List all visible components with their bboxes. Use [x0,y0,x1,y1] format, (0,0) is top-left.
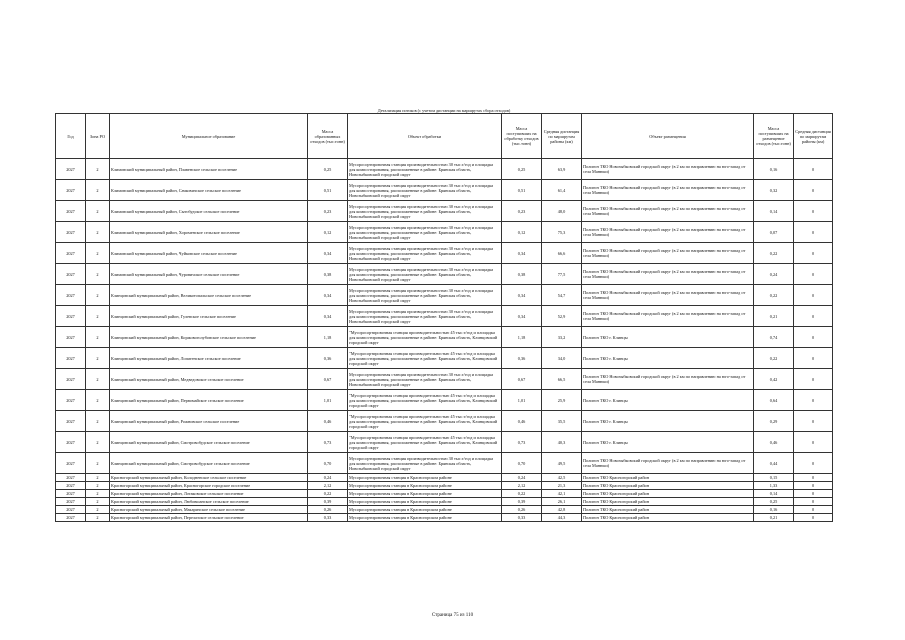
mass-disposed-cell: 0,14 [754,201,794,222]
processing-object-cell: Мусоросортировочная станция производительностью 30 тыс.т/год и площадка для компостирования, расположенные в районе: Брянская область, Новозыбковский городской округ [348,306,502,327]
distance-cell: 42,5 [542,474,582,482]
mass-disposed-cell: 0,22 [754,285,794,306]
processing-object-cell: Мусоросортировочная станция производительностью 30 тыс.т/год и площадка для компостирования, расположенные в районе: Брянская область, Новозыбковский городской округ [348,222,502,243]
mass-processed-cell: 0,51 [502,180,542,201]
distance-2-cell: 0 [794,453,833,474]
year-cell: 2027 [56,222,86,243]
mass-disposed-cell: 0,16 [754,506,794,514]
disposal-object-cell: Полигон ТКО г. Клинцы [582,390,754,411]
municipality-cell: Клинцовский муниципальный район, Рожновское сельское поселение [110,411,308,432]
mass-processed-cell: 0,38 [502,264,542,285]
mass-processed-cell: 0,22 [502,490,542,498]
mass-generated-cell: 0,26 [308,506,348,514]
mass-disposed-cell: 0,21 [754,306,794,327]
table-row [56,285,833,306]
distance-2-cell: 0 [794,432,833,453]
mass-disposed-cell: 0,64 [754,390,794,411]
mass-processed-cell: 0,70 [502,453,542,474]
processing-object-cell: Мусоросортировочная станция производительностью 30 тыс.т/год и площадка для компостирования, расположенные в районе: Брянская область, Новозыбковский городской округ [348,264,502,285]
mass-disposed-cell: 0,21 [754,514,794,522]
disposal-object-cell: Полигон ТКО Новозыбковский городской округ (в 2 км по направлению на юго-запад от села Манюки) [582,306,754,327]
mass-processed-cell: 0,24 [502,474,542,482]
mass-processed-cell: 0,26 [502,506,542,514]
mass-processed-cell: 0,39 [502,498,542,506]
disposal-object-cell: Полигон ТКО Красногорский район [582,490,754,498]
year-cell: 2027 [56,474,86,482]
mass-generated-cell: 0,33 [308,514,348,522]
mass-disposed-cell: 0,22 [754,348,794,369]
distance-cell: 52,9 [542,306,582,327]
distance-2-cell: 0 [794,411,833,432]
table-row [56,490,833,498]
table-row [56,348,833,369]
year-cell: 2027 [56,432,86,453]
flows-table [55,107,833,522]
processing-object-cell: Мусоросортировочная станция производительностью 30 тыс.т/год и площадка для компостирования, расположенные в районе: Брянская область, Новозыбковский городской округ [348,201,502,222]
distance-2-cell: 0 [794,348,833,369]
municipality-cell: Клинцовский муниципальный район, Великотопальское сельское поселение [110,285,308,306]
data-sheet [55,107,832,522]
year-cell: 2027 [56,453,86,474]
processing-object-cell: "Мусоросортировочная станция производительностью 45 тыс.т/год и площадка для компостирования, расположенные в районе: Брянская область, Клинцовский городской округ [348,390,502,411]
mass-disposed-cell: 0,42 [754,369,794,390]
page-footer: Страница 75 из 110 [431,613,474,618]
distance-2-cell: 0 [794,243,833,264]
disposal-object-cell: Полигон ТКО Новозыбковский городской округ (в 2 км по направлению на юго-запад от села Манюки) [582,222,754,243]
processing-object-cell: Мусоросортировочная станция в Красногорском районе [348,474,502,482]
col-header-municipality: Муниципальное образование [110,114,308,159]
mass-generated-cell: 1,18 [308,327,348,348]
mass-processed-cell: 0,73 [502,432,542,453]
disposal-object-cell: Полигон ТКО Новозыбковский городской округ (в 2 км по направлению на юго-запад от села Манюки) [582,159,754,180]
mass-generated-cell: 0,34 [308,243,348,264]
zone-cell: 2 [86,453,110,474]
col-header-processing-object: Объект обработки [348,114,502,159]
distance-2-cell: 0 [794,306,833,327]
zone-cell: 2 [86,264,110,285]
table-row [56,369,833,390]
municipality-cell: Климовский муниципальный район, Хороменское сельское поселение [110,222,308,243]
zone-cell: 2 [86,514,110,522]
distance-cell: 33,2 [542,327,582,348]
processing-object-cell: Мусоросортировочная станция в Красногорском районе [348,506,502,514]
mass-processed-cell: 0,33 [502,514,542,522]
zone-cell: 2 [86,411,110,432]
year-cell: 2027 [56,482,86,490]
municipality-cell: Красногорский муниципальный район, Лотаковское сельское поселение [110,490,308,498]
distance-2-cell: 0 [794,514,833,522]
processing-object-cell: Мусоросортировочная станция в Красногорском районе [348,482,502,490]
mass-processed-cell: 1,01 [502,390,542,411]
zone-cell: 2 [86,201,110,222]
mass-processed-cell: 0,23 [502,201,542,222]
distance-cell: 48,0 [542,201,582,222]
disposal-object-cell: Полигон ТКО Новозыбковский городской округ (в 2 км по направлению на юго-запад от села Манюки) [582,453,754,474]
col-header-distance: Средняя дистанция по маршрутам районы (км) [542,114,582,159]
mass-generated-cell: 0,67 [308,369,348,390]
municipality-cell: Климовский муниципальный район, Сытобудское сельское поселение [110,201,308,222]
disposal-object-cell: Полигон ТКО Красногорский район [582,498,754,506]
distance-cell: 26,1 [542,498,582,506]
mass-generated-cell: 0,70 [308,453,348,474]
mass-disposed-cell: 0,29 [754,411,794,432]
year-cell: 2027 [56,201,86,222]
col-header-mass-generated: Масса образованных отходов (тыс.тонн) [308,114,348,159]
year-cell: 2027 [56,506,86,514]
table-row [56,201,833,222]
mass-generated-cell: 0,39 [308,498,348,506]
distance-2-cell: 0 [794,264,833,285]
processing-object-cell: Мусоросортировочная станция производительностью 30 тыс.т/год и площадка для компостирования, расположенные в районе: Брянская область, Новозыбковский городской округ [348,159,502,180]
distance-cell: 40,3 [542,432,582,453]
mass-processed-cell: 0,46 [502,411,542,432]
mass-processed-cell: 2,12 [502,482,542,490]
distance-2-cell: 0 [794,285,833,306]
processing-object-cell: "Мусоросортировочная станция производительностью 45 тыс.т/год и площадка для компостирования, расположенные в районе: Брянская область, Клинцовский городской округ [348,432,502,453]
table-row [56,264,833,285]
table-row [56,474,833,482]
disposal-object-cell: Полигон ТКО г. Клинцы [582,432,754,453]
municipality-cell: Клинцовский муниципальный район, Коржовоголубовское сельское поселение [110,327,308,348]
processing-object-cell: Мусоросортировочная станция производительностью 30 тыс.т/год и площадка для компостирования, расположенные в районе: Брянская область, Новозыбковский городской округ [348,180,502,201]
processing-object-cell: Мусоросортировочная станция в Красногорском районе [348,498,502,506]
processing-object-cell: "Мусоросортировочная станция производительностью 45 тыс.т/год и площадка для компостирования, расположенные в районе: Брянская область, Клинцовский городской округ [348,411,502,432]
mass-processed-cell: 0,34 [502,306,542,327]
table-caption: Детализация потоков (с учетом дистанции на маршрутах сбора отходов) [56,107,833,114]
disposal-object-cell: Полигон ТКО Красногорский район [582,506,754,514]
mass-disposed-cell: 0,16 [754,159,794,180]
table-row [56,498,833,506]
distance-cell: 21,3 [542,482,582,490]
distance-cell: 44,3 [542,514,582,522]
distance-cell: 75,3 [542,222,582,243]
distance-2-cell: 0 [794,506,833,514]
zone-cell: 2 [86,369,110,390]
col-header-mass-processed: Масса поступивших на обработку отходов (тыс.тонн) [502,114,542,159]
col-header-distance-2: Средняя дистанция по маршрутам районы (км) [794,114,833,159]
distance-cell: 61,4 [542,180,582,201]
disposal-object-cell: Полигон ТКО Новозыбковский городской округ (в 2 км по направлению на юго-запад от села Манюки) [582,369,754,390]
col-header-zone: Зона РО [86,114,110,159]
mass-generated-cell: 0,25 [308,159,348,180]
distance-cell: 35,5 [542,411,582,432]
mass-processed-cell: 0,25 [502,159,542,180]
year-cell: 2027 [56,306,86,327]
zone-cell: 2 [86,243,110,264]
distance-cell: 49,5 [542,453,582,474]
processing-object-cell: "Мусоросортировочная станция производительностью 45 тыс.т/год и площадка для компостирования, расположенные в районе: Брянская область, Клинцовский городской округ [348,348,502,369]
distance-2-cell: 0 [794,201,833,222]
mass-processed-cell: 0,34 [502,243,542,264]
table-row [56,453,833,474]
mass-generated-cell: 0,51 [308,180,348,201]
table-row [56,432,833,453]
zone-cell: 2 [86,498,110,506]
zone-cell: 2 [86,390,110,411]
disposal-object-cell: Полигон ТКО Новозыбковский городской округ (в 2 км по направлению на юго-запад от села Манюки) [582,180,754,201]
zone-cell: 2 [86,474,110,482]
mass-generated-cell: 0,36 [308,348,348,369]
zone-cell: 2 [86,327,110,348]
year-cell: 2027 [56,159,86,180]
disposal-object-cell: Полигон ТКО г. Клинцы [582,348,754,369]
zone-cell: 2 [86,180,110,201]
distance-cell: 77,5 [542,264,582,285]
mass-disposed-cell: 0,44 [754,453,794,474]
mass-generated-cell: 0,34 [308,306,348,327]
mass-disposed-cell: 0,25 [754,498,794,506]
table-row [56,390,833,411]
mass-disposed-cell: 0,07 [754,222,794,243]
table-row [56,222,833,243]
zone-cell: 2 [86,222,110,243]
year-cell: 2027 [56,490,86,498]
year-cell: 2027 [56,390,86,411]
mass-disposed-cell: 0,14 [754,490,794,498]
table-row [56,180,833,201]
year-cell: 2027 [56,264,86,285]
mass-disposed-cell: 0,15 [754,474,794,482]
table-row [56,243,833,264]
processing-object-cell: Мусоросортировочная станция производительностью 30 тыс.т/год и площадка для компостирования, расположенные в районе: Брянская область, Новозыбковский городской округ [348,285,502,306]
distance-2-cell: 0 [794,159,833,180]
mass-disposed-cell: 0,24 [754,264,794,285]
municipality-cell: Красногорский муниципальный район, Перелазское сельское поселение [110,514,308,522]
distance-2-cell: 0 [794,498,833,506]
distance-cell: 42,1 [542,490,582,498]
zone-cell: 2 [86,306,110,327]
mass-generated-cell: 0,34 [308,285,348,306]
table-row [56,411,833,432]
year-cell: 2027 [56,285,86,306]
mass-generated-cell: 2,12 [308,482,348,490]
disposal-object-cell: Полигон ТКО г. Клинцы [582,411,754,432]
distance-2-cell: 0 [794,369,833,390]
year-cell: 2027 [56,498,86,506]
distance-cell: 34,0 [542,348,582,369]
municipality-cell: Климовский муниципальный район, Сачковичское сельское поселение [110,180,308,201]
mass-processed-cell: 0,34 [502,285,542,306]
municipality-cell: Климовский муниципальный район, Плавенское сельское поселение [110,159,308,180]
processing-object-cell: Мусоросортировочная станция в Красногорском районе [348,490,502,498]
table-row [56,327,833,348]
disposal-object-cell: Полигон ТКО Новозыбковский городской округ (в 2 км по направлению на юго-запад от села Манюки) [582,285,754,306]
col-header-year: Год [56,114,86,159]
distance-2-cell: 0 [794,390,833,411]
mass-generated-cell: 0,23 [308,201,348,222]
mass-generated-cell: 0,12 [308,222,348,243]
year-cell: 2027 [56,327,86,348]
col-header-disposal-object: Объект размещения [582,114,754,159]
header-row [56,114,833,159]
disposal-object-cell: Полигон ТКО Новозыбковский городской округ (в 2 км по направлению на юго-запад от села Манюки) [582,243,754,264]
zone-cell: 2 [86,285,110,306]
processing-object-cell: Мусоросортировочная станция производительностью 30 тыс.т/год и площадка для компостирования, расположенные в районе: Брянская область, Новозыбковский городской округ [348,453,502,474]
table-row [56,482,833,490]
distance-2-cell: 0 [794,474,833,482]
year-cell: 2027 [56,369,86,390]
disposal-object-cell: Полигон ТКО г. Клинцы [582,327,754,348]
distance-2-cell: 0 [794,180,833,201]
mass-processed-cell: 0,67 [502,369,542,390]
mass-disposed-cell: 1,33 [754,482,794,490]
municipality-cell: Клинцовский муниципальный район, Смотровобудское сельское поселение [110,432,308,453]
mass-generated-cell: 0,73 [308,432,348,453]
col-header-mass-disposed: Масса поступивших на размещение отходов (тыс.тонн) [754,114,794,159]
zone-cell: 2 [86,159,110,180]
mass-processed-cell: 0,36 [502,348,542,369]
distance-2-cell: 0 [794,222,833,243]
municipality-cell: Красногорский муниципальный район, Колодненское сельское поселение [110,474,308,482]
table-body [56,159,833,522]
mass-processed-cell: 0,12 [502,222,542,243]
disposal-object-cell: Полигон ТКО Красногорский район [582,482,754,490]
processing-object-cell: Мусоросортировочная станция в Красногорском районе [348,514,502,522]
mass-processed-cell: 1,18 [502,327,542,348]
processing-object-cell: Мусоросортировочная станция производительностью 30 тыс.т/год и площадка для компостирования, расположенные в районе: Брянская область, Новозыбковский городской округ [348,243,502,264]
municipality-cell: Климовский муниципальный район, Чуйковское сельское поселение [110,243,308,264]
municipality-cell: Клинцовский муниципальный район, Лопатенское сельское поселение [110,348,308,369]
distance-2-cell: 0 [794,482,833,490]
year-cell: 2027 [56,243,86,264]
zone-cell: 2 [86,490,110,498]
mass-generated-cell: 0,22 [308,490,348,498]
municipality-cell: Климовский муниципальный район, Чуровичское сельское поселение [110,264,308,285]
distance-2-cell: 0 [794,327,833,348]
disposal-object-cell: Полигон ТКО Красногорский район [582,514,754,522]
distance-2-cell: 0 [794,490,833,498]
municipality-cell: Красногорский муниципальный район, Красногорское городское поселение [110,482,308,490]
mass-disposed-cell: 0,46 [754,432,794,453]
disposal-object-cell: Полигон ТКО Новозыбковский городской округ (в 2 км по направлению на юго-запад от села Манюки) [582,201,754,222]
zone-cell: 2 [86,506,110,514]
distance-cell: 66,6 [542,243,582,264]
mass-generated-cell: 1,01 [308,390,348,411]
table-row [56,159,833,180]
year-cell: 2027 [56,348,86,369]
year-cell: 2027 [56,514,86,522]
mass-disposed-cell: 0,32 [754,180,794,201]
municipality-cell: Красногорский муниципальный район, Любовшанское сельское поселение [110,498,308,506]
distance-cell: 42,8 [542,506,582,514]
zone-cell: 2 [86,482,110,490]
distance-cell: 25,9 [542,390,582,411]
processing-object-cell: Мусоросортировочная станция производительностью 30 тыс.т/год и площадка для компостирования, расположенные в районе: Брянская область, Новозыбковский городской округ [348,369,502,390]
distance-cell: 63,9 [542,159,582,180]
municipality-cell: Клинцовский муниципальный район, Смотровобудское сельское поселение [110,453,308,474]
distance-cell: 54,7 [542,285,582,306]
disposal-object-cell: Полигон ТКО Новозыбковский городской округ (в 2 км по направлению на юго-запад от села Манюки) [582,264,754,285]
municipality-cell: Клинцовский муниципальный район, Медведовское сельское поселение [110,369,308,390]
mass-disposed-cell: 0,22 [754,243,794,264]
table-row [56,514,833,522]
disposal-object-cell: Полигон ТКО Красногорский район [582,474,754,482]
mass-generated-cell: 0,38 [308,264,348,285]
table-row [56,306,833,327]
municipality-cell: Клинцовский муниципальный район, Гулевское сельское поселение [110,306,308,327]
mass-disposed-cell: 0,74 [754,327,794,348]
municipality-cell: Красногорский муниципальный район, Макаричское сельское поселение [110,506,308,514]
zone-cell: 2 [86,348,110,369]
mass-generated-cell: 0,46 [308,411,348,432]
table-row [56,506,833,514]
municipality-cell: Клинцовский муниципальный район, Первомайское сельское поселение [110,390,308,411]
zone-cell: 2 [86,432,110,453]
processing-object-cell: "Мусоросортировочная станция производительностью 45 тыс.т/год и площадка для компостирования, расположенные в районе: Брянская область, Клинцовский городской округ [348,327,502,348]
year-cell: 2027 [56,411,86,432]
year-cell: 2027 [56,180,86,201]
distance-cell: 66,5 [542,369,582,390]
mass-generated-cell: 0,24 [308,474,348,482]
